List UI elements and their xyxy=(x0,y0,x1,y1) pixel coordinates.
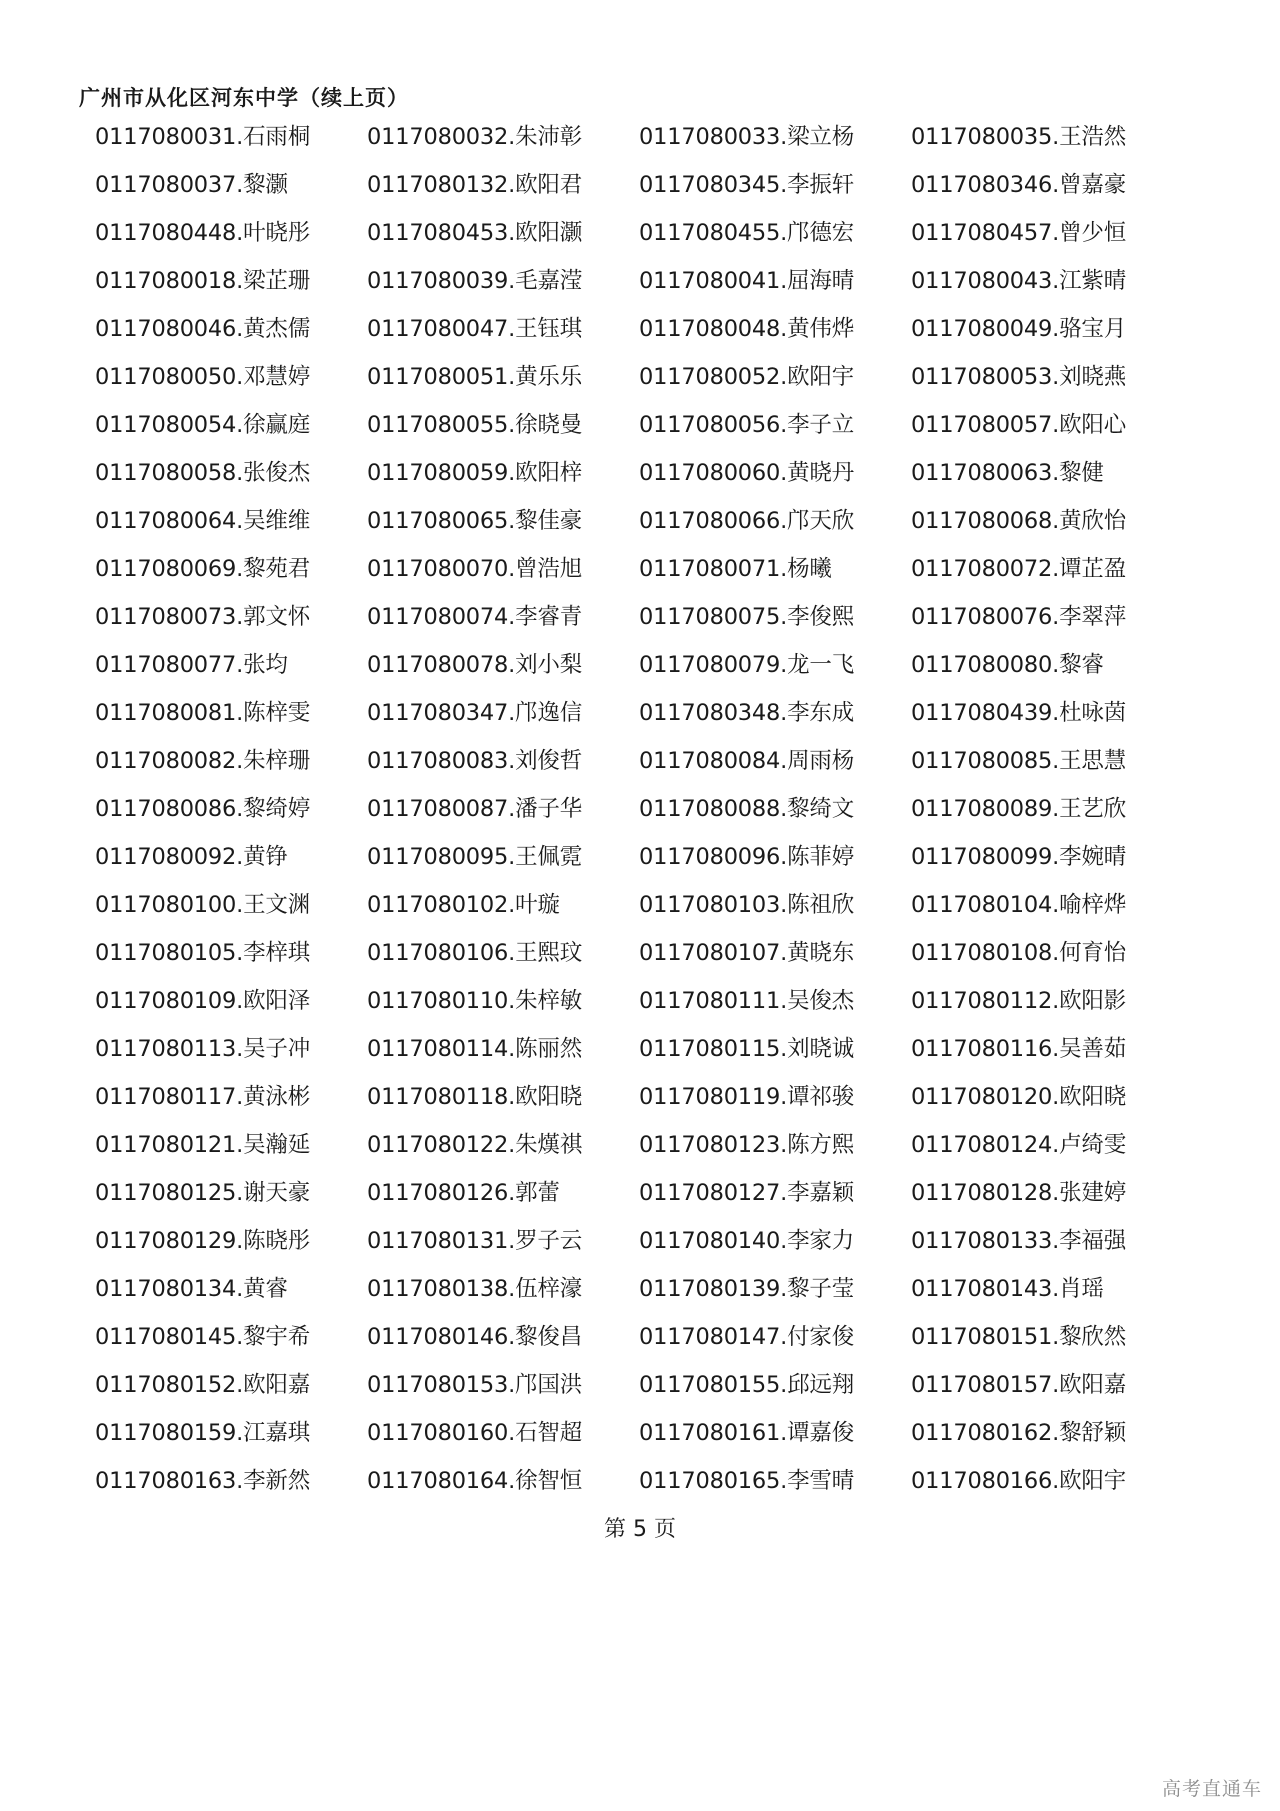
list-item: 0117080160.石智超 xyxy=(367,1420,583,1446)
list-item: 0117080166.欧阳宇 xyxy=(911,1468,1127,1494)
list-item: 0117080018.梁芷珊 xyxy=(95,268,311,294)
list-item: 0117080348.李东成 xyxy=(639,700,855,726)
list-item: 0117080066.邝天欣 xyxy=(639,508,855,534)
list-item: 0117080116.吴善茹 xyxy=(911,1036,1127,1062)
list-item: 0117080107.黄晓东 xyxy=(639,940,855,966)
list-item: 0117080083.刘俊哲 xyxy=(367,748,583,774)
list-item: 0117080140.李家力 xyxy=(639,1228,855,1254)
list-item: 0117080037.黎灏 xyxy=(95,172,288,198)
list-item: 0117080129.陈晓彤 xyxy=(95,1228,311,1254)
list-item: 0117080453.欧阳灏 xyxy=(367,220,583,246)
list-item: 0117080085.王思慧 xyxy=(911,748,1127,774)
list-item: 0117080035.王浩然 xyxy=(911,124,1127,150)
list-item: 0117080115.刘晓诚 xyxy=(639,1036,855,1062)
list-item: 0117080050.邓慧婷 xyxy=(95,364,311,390)
list-item: 0117080125.谢天豪 xyxy=(95,1180,311,1206)
watermark-text: 高考直通车 xyxy=(1161,1778,1262,1800)
list-item: 0117080099.李婉晴 xyxy=(911,844,1127,870)
list-item: 0117080031.石雨桐 xyxy=(95,124,311,150)
list-item: 0117080059.欧阳梓 xyxy=(367,460,583,486)
list-item: 0117080127.李嘉颖 xyxy=(639,1180,855,1206)
list-item: 0117080113.吴子冲 xyxy=(95,1036,311,1062)
list-item: 0117080081.陈梓雯 xyxy=(95,700,311,726)
list-item: 0117080345.李振轩 xyxy=(639,172,855,198)
list-item: 0117080082.朱梓珊 xyxy=(95,748,311,774)
list-item: 0117080155.邱远翔 xyxy=(639,1372,855,1398)
list-item: 0117080164.徐智恒 xyxy=(367,1468,583,1494)
list-item: 0117080039.毛嘉滢 xyxy=(367,268,583,294)
list-item: 0117080126.郭蕾 xyxy=(367,1180,560,1206)
list-item: 0117080122.朱熯祺 xyxy=(367,1132,583,1158)
list-item: 0117080110.朱梓敏 xyxy=(367,988,583,1014)
list-item: 0117080077.张均 xyxy=(95,652,288,678)
list-item: 0117080102.叶璇 xyxy=(367,892,560,918)
list-item: 0117080151.黎欣然 xyxy=(911,1324,1127,1350)
list-item: 0117080132.欧阳君 xyxy=(367,172,583,198)
list-item: 0117080055.徐晓曼 xyxy=(367,412,583,438)
list-item: 0117080146.黎俊昌 xyxy=(367,1324,583,1350)
list-item: 0117080041.屈海晴 xyxy=(639,268,855,294)
list-item: 0117080105.李梓琪 xyxy=(95,940,311,966)
list-item: 0117080108.何育怡 xyxy=(911,940,1127,966)
list-item: 0117080159.江嘉琪 xyxy=(95,1420,311,1446)
list-item: 0117080078.刘小梨 xyxy=(367,652,583,678)
list-item: 0117080112.欧阳影 xyxy=(911,988,1127,1014)
list-item: 0117080072.谭芷盈 xyxy=(911,556,1127,582)
list-item: 0117080054.徐赢庭 xyxy=(95,412,311,438)
list-item: 0117080163.李新然 xyxy=(95,1468,311,1494)
list-item: 0117080051.黄乐乐 xyxy=(367,364,583,390)
list-item: 0117080147.付家俊 xyxy=(639,1324,855,1350)
list-item: 0117080075.李俊熙 xyxy=(639,604,855,630)
list-item: 0117080079.龙一飞 xyxy=(639,652,855,678)
list-item: 0117080120.欧阳晓 xyxy=(911,1084,1127,1110)
list-item: 0117080157.欧阳嘉 xyxy=(911,1372,1127,1398)
list-item: 0117080070.曾浩旭 xyxy=(367,556,583,582)
list-item: 0117080111.吴俊杰 xyxy=(639,988,855,1014)
list-item: 0117080056.李子立 xyxy=(639,412,855,438)
list-item: 0117080103.陈祖欣 xyxy=(639,892,855,918)
list-item: 0117080084.周雨杨 xyxy=(639,748,855,774)
list-item: 0117080139.黎子莹 xyxy=(639,1276,855,1302)
list-item: 0117080161.谭嘉俊 xyxy=(639,1420,855,1446)
list-item: 0117080153.邝国洪 xyxy=(367,1372,583,1398)
list-item: 0117080080.黎睿 xyxy=(911,652,1104,678)
list-item: 0117080033.梁立杨 xyxy=(639,124,855,150)
list-item: 0117080457.曾少恒 xyxy=(911,220,1127,246)
list-item: 0117080106.王熙玟 xyxy=(367,940,583,966)
list-item: 0117080068.黄欣怡 xyxy=(911,508,1127,534)
list-item: 0117080058.张俊杰 xyxy=(95,460,311,486)
list-item: 0117080131.罗子云 xyxy=(367,1228,583,1254)
list-item: 0117080057.欧阳心 xyxy=(911,412,1127,438)
list-item: 0117080100.王文渊 xyxy=(95,892,311,918)
list-item: 0117080073.郭文怀 xyxy=(95,604,311,630)
list-item: 0117080114.陈丽然 xyxy=(367,1036,583,1062)
list-item: 0117080074.李睿青 xyxy=(367,604,583,630)
list-item: 0117080069.黎苑君 xyxy=(95,556,311,582)
list-item: 0117080124.卢绮雯 xyxy=(911,1132,1127,1158)
page-number: 第 5 页 xyxy=(604,1517,676,1542)
list-item: 0117080063.黎健 xyxy=(911,460,1104,486)
list-item: 0117080123.陈方熙 xyxy=(639,1132,855,1158)
list-item: 0117080071.杨曦 xyxy=(639,556,832,582)
list-item: 0117080060.黄晓丹 xyxy=(639,460,855,486)
list-item: 0117080052.欧阳宇 xyxy=(639,364,855,390)
list-item: 0117080346.曾嘉豪 xyxy=(911,172,1127,198)
list-item: 0117080088.黎绮文 xyxy=(639,796,855,822)
list-item: 0117080109.欧阳泽 xyxy=(95,988,311,1014)
list-item: 0117080347.邝逸信 xyxy=(367,700,583,726)
list-item: 0117080138.伍梓濠 xyxy=(367,1276,583,1302)
list-item: 0117080049.骆宝月 xyxy=(911,316,1127,342)
list-item: 0117080448.叶晓彤 xyxy=(95,220,311,246)
list-item: 0117080086.黎绮婷 xyxy=(95,796,311,822)
list-item: 0117080047.王钰琪 xyxy=(367,316,583,342)
list-item: 0117080143.肖瑶 xyxy=(911,1276,1104,1302)
list-item: 0117080092.黄铮 xyxy=(95,844,288,870)
list-item: 0117080162.黎舒颖 xyxy=(911,1420,1127,1446)
list-item: 0117080064.吴维维 xyxy=(95,508,311,534)
list-item: 0117080165.李雪晴 xyxy=(639,1468,855,1494)
list-item: 0117080065.黎佳豪 xyxy=(367,508,583,534)
list-item: 0117080117.黄泳彬 xyxy=(95,1084,311,1110)
list-item: 0117080096.陈菲婷 xyxy=(639,844,855,870)
list-item: 0117080145.黎宇希 xyxy=(95,1324,311,1350)
list-item: 0117080455.邝德宏 xyxy=(639,220,855,246)
list-item: 0117080087.潘子华 xyxy=(367,796,583,822)
list-item: 0117080439.杜咏茵 xyxy=(911,700,1127,726)
list-item: 0117080095.王佩霓 xyxy=(367,844,583,870)
list-item: 0117080133.李福强 xyxy=(911,1228,1127,1254)
list-item: 0117080134.黄睿 xyxy=(95,1276,288,1302)
list-item: 0117080043.江紫晴 xyxy=(911,268,1127,294)
list-item: 0117080048.黄伟烨 xyxy=(639,316,855,342)
list-item: 0117080046.黄杰儒 xyxy=(95,316,311,342)
list-item: 0117080128.张建婷 xyxy=(911,1180,1127,1206)
page-title: 广州市从化区河东中学（续上页） xyxy=(79,86,409,110)
student-list xyxy=(95,122,1175,1514)
list-item: 0117080032.朱沛彰 xyxy=(367,124,583,150)
list-item: 0117080104.喻梓烨 xyxy=(911,892,1127,918)
list-item: 0117080119.谭祁骏 xyxy=(639,1084,855,1110)
list-item: 0117080053.刘晓燕 xyxy=(911,364,1127,390)
list-item: 0117080076.李翠萍 xyxy=(911,604,1127,630)
list-item: 0117080118.欧阳晓 xyxy=(367,1084,583,1110)
list-item: 0117080152.欧阳嘉 xyxy=(95,1372,311,1398)
list-item: 0117080089.王艺欣 xyxy=(911,796,1127,822)
list-item: 0117080121.吴瀚延 xyxy=(95,1132,311,1158)
